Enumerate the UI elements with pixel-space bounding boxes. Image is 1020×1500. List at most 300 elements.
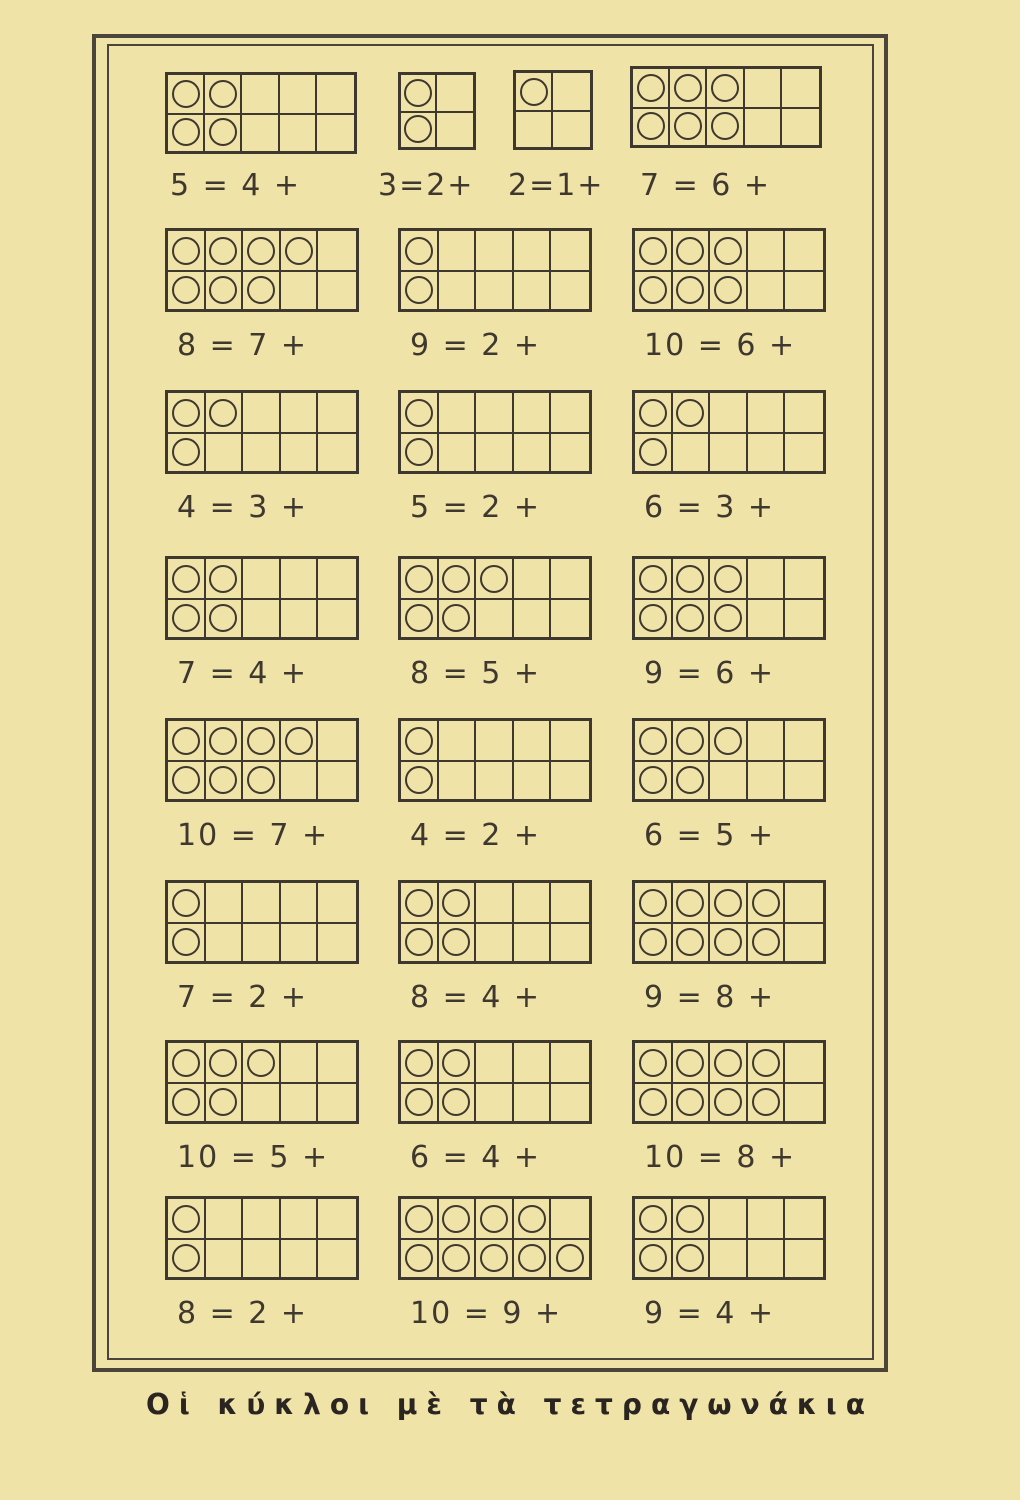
ten-frame-row <box>635 760 823 799</box>
equation-label: 8 = 5 + <box>410 656 542 691</box>
ten-frame-cell <box>785 760 823 799</box>
ten-frame-cell <box>710 883 748 922</box>
counter-circle-icon <box>209 1088 237 1116</box>
ten-frame-cell <box>785 231 823 270</box>
counter-circle-icon <box>676 565 704 593</box>
ten-frame-cell <box>168 1199 206 1238</box>
ten-frame-cell <box>206 1043 244 1082</box>
ten-frame-cell <box>785 1199 823 1238</box>
ten-frame-cell <box>673 559 711 598</box>
counter-circle-icon <box>676 604 704 632</box>
equation-label: 6 = 4 + <box>410 1140 542 1175</box>
ten-frame-cell <box>710 393 748 432</box>
ten-frame-row <box>168 75 354 115</box>
counter-circle-icon <box>639 928 667 956</box>
ten-frame-cell <box>168 883 206 922</box>
ten-frame-row <box>168 922 356 961</box>
ten-frame-cell <box>401 231 439 270</box>
equation-label: 10 = 9 + <box>410 1296 563 1331</box>
ten-frame-cell <box>633 107 670 145</box>
equation-label: 6 = 5 + <box>644 818 776 853</box>
ten-frame <box>632 556 826 640</box>
ten-frame-cell <box>635 883 673 922</box>
ten-frame-row <box>168 270 356 309</box>
ten-frame-row <box>635 270 823 309</box>
page-caption: Οἱ κύκλοι μὲ τὰ τετραγωνάκια <box>146 1388 874 1421</box>
ten-frame-cell <box>476 760 514 799</box>
ten-frame-cell <box>748 393 786 432</box>
ten-frame-cell <box>439 883 477 922</box>
ten-frame-cell <box>206 432 244 471</box>
ten-frame-row <box>168 1238 356 1277</box>
ten-frame-cell <box>710 922 748 961</box>
counter-circle-icon <box>405 928 433 956</box>
ten-frame-cell <box>206 393 244 432</box>
ten-frame-cell <box>476 559 514 598</box>
ten-frame-cell <box>785 1043 823 1082</box>
counter-circle-icon <box>405 1205 433 1233</box>
ten-frame-cell <box>168 1238 206 1277</box>
ten-frame-cell <box>551 922 589 961</box>
ten-frame-cell <box>748 1043 786 1082</box>
counter-circle-icon <box>405 438 433 466</box>
counter-circle-icon <box>172 118 200 146</box>
ten-frame <box>165 556 359 640</box>
counter-circle-icon <box>442 604 470 632</box>
equation-label: 9 = 8 + <box>644 980 776 1015</box>
ten-frame-cell <box>673 1238 711 1277</box>
ten-frame-cell <box>318 721 356 760</box>
ten-frame-cell <box>168 432 206 471</box>
counter-circle-icon <box>714 565 742 593</box>
ten-frame <box>632 390 826 474</box>
ten-frame-cell <box>318 559 356 598</box>
ten-frame-cell <box>437 111 473 147</box>
counter-circle-icon <box>172 276 200 304</box>
ten-frame-row <box>168 760 356 799</box>
ten-frame-cell <box>748 1238 786 1277</box>
ten-frame <box>165 880 359 964</box>
ten-frame-cell <box>439 1082 477 1121</box>
ten-frame-row <box>168 432 356 471</box>
ten-frame-cell <box>243 721 281 760</box>
ten-frame-cell <box>785 883 823 922</box>
ten-frame-cell <box>281 393 319 432</box>
counter-circle-icon <box>637 112 665 140</box>
ten-frame-cell <box>710 559 748 598</box>
ten-frame-cell <box>551 721 589 760</box>
counter-circle-icon <box>442 928 470 956</box>
ten-frame-cell <box>243 231 281 270</box>
counter-circle-icon <box>405 1244 433 1272</box>
counter-circle-icon <box>405 889 433 917</box>
counter-circle-icon <box>285 237 313 265</box>
ten-frame-cell <box>281 922 319 961</box>
ten-frame-cell <box>476 231 514 270</box>
equation-label: 7 = 6 + <box>640 168 772 203</box>
ten-frame-cell <box>710 432 748 471</box>
ten-frame-cell <box>476 1082 514 1121</box>
ten-frame-cell <box>635 760 673 799</box>
ten-frame-cell <box>514 883 552 922</box>
ten-frame-cell <box>476 1238 514 1277</box>
equation-label: 7 = 4 + <box>177 656 309 691</box>
counter-circle-icon <box>405 565 433 593</box>
ten-frame-row <box>635 883 823 924</box>
ten-frame-cell <box>206 559 244 598</box>
ten-frame-cell <box>635 1199 673 1238</box>
ten-frame <box>513 70 593 150</box>
ten-frame-row <box>168 393 356 434</box>
ten-frame-cell <box>516 110 553 147</box>
ten-frame-cell <box>281 883 319 922</box>
counter-circle-icon <box>639 1088 667 1116</box>
ten-frame <box>398 880 592 964</box>
ten-frame <box>398 1040 592 1124</box>
ten-frame-cell <box>243 1043 281 1082</box>
counter-circle-icon <box>405 237 433 265</box>
ten-frame-cell <box>635 1082 673 1121</box>
ten-frame-row <box>635 1043 823 1084</box>
ten-frame-row <box>401 111 473 147</box>
ten-frame-cell <box>242 113 279 151</box>
ten-frame-cell <box>476 922 514 961</box>
ten-frame-row <box>401 922 589 961</box>
counter-circle-icon <box>639 237 667 265</box>
ten-frame-cell <box>206 598 244 637</box>
ten-frame-cell <box>243 1082 281 1121</box>
ten-frame-cell <box>785 1082 823 1121</box>
counter-circle-icon <box>676 1244 704 1272</box>
ten-frame <box>165 390 359 474</box>
counter-circle-icon <box>404 79 432 107</box>
ten-frame-cell <box>514 1199 552 1238</box>
counter-circle-icon <box>442 565 470 593</box>
ten-frame-cell <box>281 721 319 760</box>
counter-circle-icon <box>639 438 667 466</box>
ten-frame-cell <box>553 110 590 147</box>
ten-frame-cell <box>476 432 514 471</box>
ten-frame <box>398 228 592 312</box>
ten-frame-cell <box>745 107 782 145</box>
ten-frame-cell <box>401 559 439 598</box>
ten-frame-row <box>168 598 356 637</box>
equation-label: 10 = 8 + <box>644 1140 797 1175</box>
ten-frame-cell <box>633 69 670 107</box>
counter-circle-icon <box>676 889 704 917</box>
ten-frame-cell <box>551 270 589 309</box>
ten-frame-cell <box>318 1082 356 1121</box>
ten-frame-cell <box>439 1199 477 1238</box>
ten-frame-cell <box>673 922 711 961</box>
counter-circle-icon <box>711 74 739 102</box>
ten-frame-row <box>401 231 589 272</box>
ten-frame-cell <box>670 107 707 145</box>
ten-frame-cell <box>710 1199 748 1238</box>
ten-frame-cell <box>514 270 552 309</box>
equation-label: 8 = 2 + <box>177 1296 309 1331</box>
ten-frame-cell <box>206 922 244 961</box>
counter-circle-icon <box>247 1049 275 1077</box>
counter-circle-icon <box>442 1205 470 1233</box>
counter-circle-icon <box>674 112 702 140</box>
ten-frame-row <box>635 1238 823 1277</box>
counter-circle-icon <box>209 276 237 304</box>
counter-circle-icon <box>676 276 704 304</box>
ten-frame <box>630 66 822 148</box>
counter-circle-icon <box>172 889 200 917</box>
ten-frame-row <box>635 1082 823 1121</box>
counter-circle-icon <box>172 1049 200 1077</box>
ten-frame-row <box>168 1082 356 1121</box>
counter-circle-icon <box>442 1088 470 1116</box>
ten-frame-cell <box>168 721 206 760</box>
counter-circle-icon <box>285 727 313 755</box>
ten-frame-row <box>635 559 823 600</box>
counter-circle-icon <box>442 1244 470 1272</box>
counter-circle-icon <box>714 727 742 755</box>
counter-circle-icon <box>405 727 433 755</box>
ten-frame-cell <box>317 75 354 113</box>
ten-frame-cell <box>514 393 552 432</box>
ten-frame-cell <box>281 432 319 471</box>
ten-frame-row <box>401 1043 589 1084</box>
ten-frame-cell <box>168 1043 206 1082</box>
counter-circle-icon <box>247 276 275 304</box>
ten-frame-cell <box>673 883 711 922</box>
ten-frame-cell <box>206 1238 244 1277</box>
ten-frame-cell <box>476 270 514 309</box>
ten-frame-row <box>168 231 356 272</box>
counter-circle-icon <box>209 399 237 427</box>
ten-frame-row <box>401 883 589 924</box>
ten-frame-cell <box>243 883 281 922</box>
counter-circle-icon <box>172 1244 200 1272</box>
ten-frame-cell <box>710 1238 748 1277</box>
ten-frame-cell <box>670 69 707 107</box>
ten-frame-cell <box>168 598 206 637</box>
counter-circle-icon <box>404 115 432 143</box>
ten-frame-cell <box>168 231 206 270</box>
ten-frame-cell <box>168 922 206 961</box>
counter-circle-icon <box>752 1049 780 1077</box>
ten-frame-cell <box>318 883 356 922</box>
ten-frame-cell <box>785 1238 823 1277</box>
ten-frame-cell <box>401 1082 439 1121</box>
ten-frame-cell <box>281 598 319 637</box>
ten-frame-cell <box>206 883 244 922</box>
ten-frame-cell <box>551 231 589 270</box>
ten-frame-cell <box>551 598 589 637</box>
ten-frame-cell <box>243 1238 281 1277</box>
ten-frame <box>398 718 592 802</box>
ten-frame <box>165 718 359 802</box>
ten-frame-row <box>635 231 823 272</box>
ten-frame-cell <box>748 760 786 799</box>
ten-frame-cell <box>243 559 281 598</box>
counter-circle-icon <box>676 399 704 427</box>
ten-frame-cell <box>514 1043 552 1082</box>
counter-circle-icon <box>676 928 704 956</box>
ten-frame-cell <box>281 1082 319 1121</box>
ten-frame-cell <box>401 1238 439 1277</box>
counter-circle-icon <box>639 727 667 755</box>
ten-frame-cell <box>785 559 823 598</box>
ten-frame-cell <box>206 1199 244 1238</box>
ten-frame <box>165 1040 359 1124</box>
counter-circle-icon <box>639 766 667 794</box>
ten-frame-cell <box>514 922 552 961</box>
ten-frame-row <box>635 598 823 637</box>
ten-frame-cell <box>281 270 319 309</box>
ten-frame-cell <box>514 231 552 270</box>
ten-frame-cell <box>318 270 356 309</box>
ten-frame-cell <box>281 1199 319 1238</box>
ten-frame-cell <box>710 598 748 637</box>
counter-circle-icon <box>637 74 665 102</box>
ten-frame-cell <box>168 270 206 309</box>
counter-circle-icon <box>518 1244 546 1272</box>
ten-frame-cell <box>401 760 439 799</box>
ten-frame-cell <box>748 559 786 598</box>
ten-frame-cell <box>476 721 514 760</box>
counter-circle-icon <box>405 1088 433 1116</box>
equation-label: 5 = 4 + <box>170 168 302 203</box>
ten-frame-cell <box>168 760 206 799</box>
ten-frame-cell <box>551 883 589 922</box>
ten-frame-cell <box>514 760 552 799</box>
ten-frame-cell <box>206 231 244 270</box>
counter-circle-icon <box>480 1244 508 1272</box>
ten-frame-cell <box>476 1199 514 1238</box>
ten-frame-row <box>168 1043 356 1084</box>
ten-frame-cell <box>439 922 477 961</box>
ten-frame-cell <box>439 559 477 598</box>
ten-frame-cell <box>243 598 281 637</box>
ten-frame-cell <box>748 721 786 760</box>
ten-frame-cell <box>785 721 823 760</box>
counter-circle-icon <box>172 438 200 466</box>
counter-circle-icon <box>172 766 200 794</box>
equation-label: 3=2+ <box>378 168 475 203</box>
ten-frame-cell <box>710 231 748 270</box>
ten-frame-cell <box>476 393 514 432</box>
ten-frame-cell <box>168 393 206 432</box>
counter-circle-icon <box>172 237 200 265</box>
ten-frame-cell <box>785 393 823 432</box>
counter-circle-icon <box>676 1049 704 1077</box>
counter-circle-icon <box>639 276 667 304</box>
ten-frame-row <box>635 721 823 762</box>
ten-frame-row <box>516 73 590 112</box>
equation-label: 4 = 2 + <box>410 818 542 853</box>
counter-circle-icon <box>209 604 237 632</box>
ten-frame-cell <box>635 393 673 432</box>
equation-label: 8 = 7 + <box>177 328 309 363</box>
counter-circle-icon <box>247 237 275 265</box>
ten-frame-cell <box>748 1199 786 1238</box>
ten-frame-cell <box>439 393 477 432</box>
ten-frame-row <box>633 69 819 109</box>
ten-frame-cell <box>551 432 589 471</box>
equation-label: 8 = 4 + <box>410 980 542 1015</box>
counter-circle-icon <box>676 766 704 794</box>
ten-frame-row <box>401 598 589 637</box>
ten-frame-cell <box>514 1238 552 1277</box>
ten-frame-cell <box>401 721 439 760</box>
counter-circle-icon <box>639 1244 667 1272</box>
counter-circle-icon <box>209 766 237 794</box>
counter-circle-icon <box>172 727 200 755</box>
counter-circle-icon <box>405 276 433 304</box>
ten-frame-cell <box>318 922 356 961</box>
counter-circle-icon <box>172 1088 200 1116</box>
equation-label: 6 = 3 + <box>644 490 776 525</box>
ten-frame-cell <box>401 393 439 432</box>
ten-frame-cell <box>673 270 711 309</box>
ten-frame-cell <box>551 760 589 799</box>
ten-frame-row <box>401 1199 589 1240</box>
counter-circle-icon <box>172 604 200 632</box>
ten-frame-cell <box>514 432 552 471</box>
counter-circle-icon <box>714 889 742 917</box>
ten-frame-cell <box>401 598 439 637</box>
ten-frame <box>632 228 826 312</box>
ten-frame-row <box>168 883 356 924</box>
counter-circle-icon <box>676 727 704 755</box>
ten-frame-cell <box>635 721 673 760</box>
ten-frame-cell <box>785 432 823 471</box>
counter-circle-icon <box>676 237 704 265</box>
ten-frame-cell <box>439 432 477 471</box>
ten-frame-cell <box>673 760 711 799</box>
counter-circle-icon <box>752 928 780 956</box>
counter-circle-icon <box>639 1049 667 1077</box>
equation-label: 2=1+ <box>508 168 605 203</box>
ten-frame-cell <box>748 432 786 471</box>
ten-frame-row <box>401 432 589 471</box>
counter-circle-icon <box>714 276 742 304</box>
ten-frame-cell <box>317 113 354 151</box>
ten-frame-cell <box>439 721 477 760</box>
ten-frame-cell <box>206 1082 244 1121</box>
counter-circle-icon <box>639 565 667 593</box>
counter-circle-icon <box>405 399 433 427</box>
ten-frame-cell <box>437 75 473 111</box>
ten-frame-cell <box>280 113 317 151</box>
ten-frame-cell <box>673 393 711 432</box>
ten-frame-cell <box>673 598 711 637</box>
counter-circle-icon <box>676 1205 704 1233</box>
ten-frame <box>632 880 826 964</box>
ten-frame <box>165 1196 359 1280</box>
ten-frame-row <box>401 721 589 762</box>
ten-frame-cell <box>635 559 673 598</box>
ten-frame-cell <box>551 1238 589 1277</box>
counter-circle-icon <box>480 1205 508 1233</box>
ten-frame-cell <box>439 270 477 309</box>
counter-circle-icon <box>639 1205 667 1233</box>
counter-circle-icon <box>518 1205 546 1233</box>
ten-frame-cell <box>553 73 590 110</box>
ten-frame <box>632 718 826 802</box>
counter-circle-icon <box>172 928 200 956</box>
ten-frame-row <box>168 1199 356 1240</box>
ten-frame-cell <box>281 559 319 598</box>
counter-circle-icon <box>172 1205 200 1233</box>
counter-circle-icon <box>556 1244 584 1272</box>
counter-circle-icon <box>714 1049 742 1077</box>
